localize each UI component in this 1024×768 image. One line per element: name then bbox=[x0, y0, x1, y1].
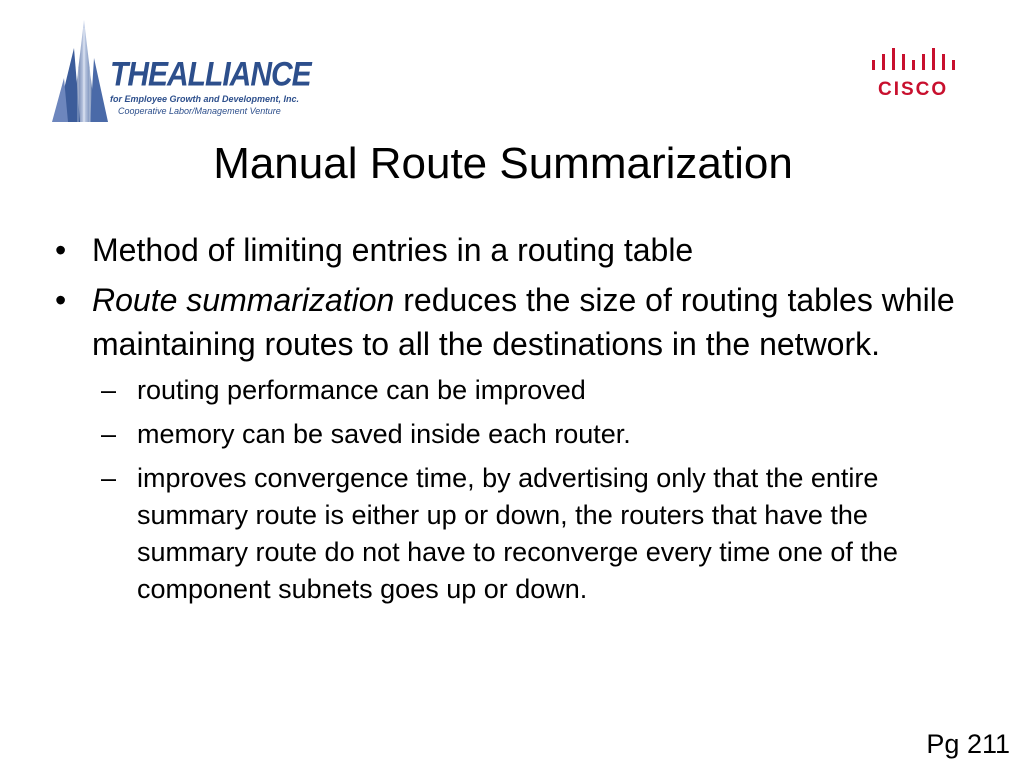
bullet-marker: • bbox=[55, 282, 67, 318]
alliance-tower-icon bbox=[50, 18, 110, 123]
cisco-wordmark: CISCO bbox=[878, 79, 949, 100]
slide-content bbox=[55, 228, 965, 615]
bullet-item bbox=[55, 278, 965, 366]
bullet-text: reduces the size of routing tables while maintaining routes to all the destinations in the network. bbox=[92, 282, 955, 362]
sub-bullet-marker: – bbox=[101, 463, 117, 493]
sub-bullet-item bbox=[55, 416, 965, 453]
slide-title: Manual Route Summarization bbox=[213, 139, 793, 188]
sub-bullet-text: routing performance can be improved bbox=[137, 375, 586, 405]
cisco-logo bbox=[868, 46, 958, 102]
alliance-subtitle: for Employee Growth and Development, Inc. bbox=[110, 94, 300, 104]
sub-bullet-text: improves convergence time, by advertising only that the entire summary route is either up or down, the routers that have the summary route do not have to reconverge every time one of the component subnets goes up or down. bbox=[137, 463, 898, 604]
sub-bullet-item bbox=[55, 460, 965, 608]
bullet-item bbox=[55, 228, 965, 272]
alliance-title: THEALLIANCE bbox=[110, 55, 311, 94]
alliance-tagline: Cooperative Labor/Management Venture bbox=[118, 106, 281, 116]
bullet-emphasis: Route summarization bbox=[92, 282, 395, 318]
sub-bullet-item bbox=[55, 372, 965, 409]
cisco-bars-icon bbox=[868, 46, 958, 76]
bullet-text: Method of limiting entries in a routing table bbox=[92, 232, 694, 268]
sub-bullet-marker: – bbox=[101, 419, 117, 449]
alliance-logo bbox=[50, 18, 310, 128]
page-number: Pg 211 bbox=[926, 729, 1010, 759]
bullet-marker: • bbox=[55, 232, 67, 268]
sub-bullet-marker: – bbox=[101, 375, 117, 405]
sub-bullet-text: memory can be saved inside each router. bbox=[137, 419, 631, 449]
